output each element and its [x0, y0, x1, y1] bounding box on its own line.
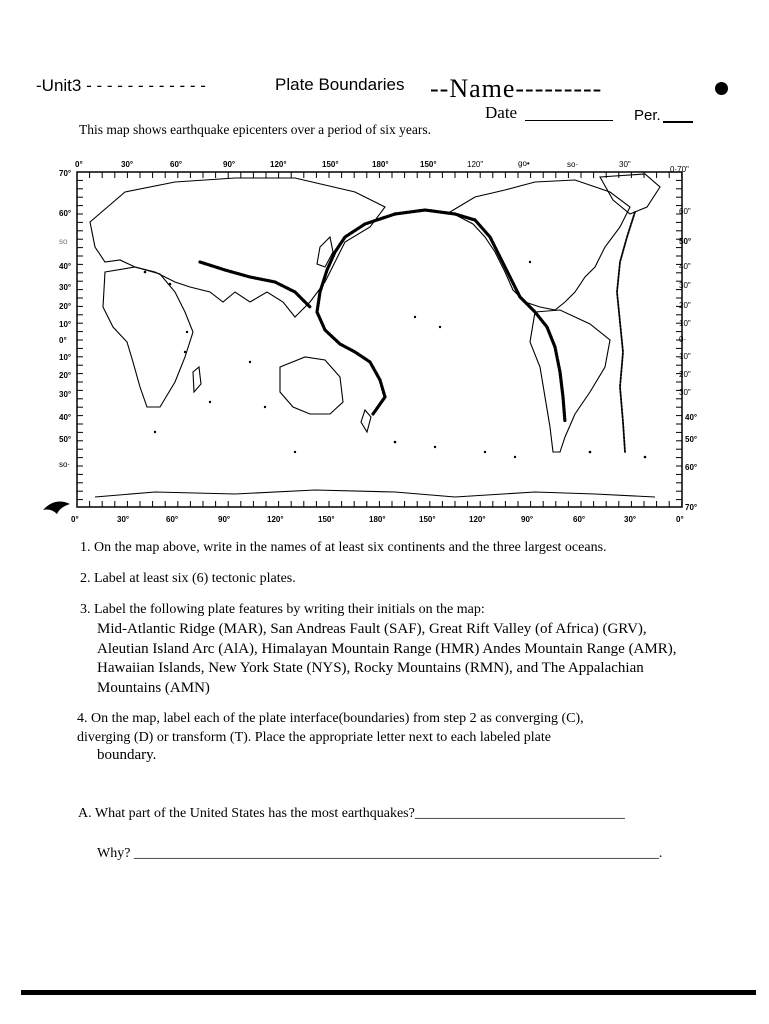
right-tick-label: 10" — [679, 319, 691, 328]
right-tick-label: 10" — [679, 352, 691, 361]
right-tick-label: 30" — [679, 388, 691, 397]
bottom-tick-marks — [77, 501, 682, 507]
left-tick-labels — [59, 169, 71, 469]
left-tick-label: so — [59, 237, 68, 246]
bottom-tick-label: 90° — [218, 515, 231, 524]
fish-doodle — [43, 502, 70, 514]
new-zealand-outline — [361, 410, 371, 432]
right-tick-label: 70° — [685, 503, 698, 512]
period-label: Per. — [634, 107, 661, 124]
left-tick-label: 30° — [59, 283, 72, 292]
bottom-tick-label: 120° — [267, 515, 284, 524]
left-tick-marks — [77, 172, 83, 500]
left-tick-label: 20° — [59, 371, 72, 380]
left-tick-label: 0° — [59, 336, 67, 345]
australia-outline — [280, 357, 343, 414]
scattered-epicenters — [144, 261, 647, 459]
date-label: Date — [485, 103, 518, 122]
bottom-tick-labels — [71, 515, 684, 524]
top-tick-label: 150° — [322, 160, 339, 169]
continent-outlines — [90, 174, 660, 497]
right-tick-label: 60" — [679, 207, 691, 216]
why-answer-line: Why? ___________________________________________________________________________. — [97, 846, 663, 861]
top-tick-label: 120" — [467, 160, 484, 169]
period-blank — [663, 121, 693, 123]
question-a: A. What part of the United States has the most earthquakes?______________________________ — [78, 806, 625, 821]
top-tick-label: 90° — [223, 160, 236, 169]
left-tick-label: 20° — [59, 302, 72, 311]
bottom-tick-label: 60° — [166, 515, 179, 524]
ring-of-fire-west-epicenters — [317, 214, 395, 414]
question-3: 3. Label the following plate features by writing their initials on the map: — [80, 602, 485, 617]
bottom-tick-label: 150° — [318, 515, 335, 524]
top-tick-marks — [77, 172, 682, 178]
south-america-outline — [530, 310, 610, 452]
top-tick-label: 150° — [420, 160, 437, 169]
north-america-outline — [450, 180, 630, 310]
question-4: 4. On the map, label each of the plate interface(boundaries) from step 2 as converging (C), diverging (D) or transform (T). Place the appropriate letter next to each labeled plate — [77, 711, 584, 745]
bottom-tick-label: 30° — [117, 515, 130, 524]
mid-atlantic-ridge-epicenters — [617, 212, 635, 452]
bottom-tick-label: 150° — [419, 515, 436, 524]
right-tick-label: 30" — [679, 281, 691, 290]
bottom-tick-label: 120° — [469, 515, 486, 524]
name-field-label: --Name--------- — [430, 74, 603, 103]
top-tick-label: go• — [518, 159, 530, 168]
eurasia-outline — [90, 178, 385, 317]
left-tick-label: 40° — [59, 413, 72, 422]
right-tick-label: 50° — [679, 237, 692, 246]
date-blank — [525, 120, 613, 121]
right-tick-label: 20" — [679, 370, 691, 379]
americas-west-coast-epicenters — [475, 220, 565, 422]
right-tick-label: 40° — [685, 413, 698, 422]
bottom-rule — [21, 990, 756, 995]
left-tick-label: 30° — [59, 390, 72, 399]
bottom-tick-label: 90° — [521, 515, 534, 524]
top-tick-label: 0° — [75, 160, 83, 169]
top-tick-label: 30° — [121, 160, 134, 169]
question-1: 1. On the map above, write in the names of at least six continents and the three largest oceans. — [80, 540, 607, 555]
left-tick-label: 50° — [59, 435, 72, 444]
right-tick-label: 20" — [679, 301, 691, 310]
left-tick-label: 10° — [59, 353, 72, 362]
bottom-tick-label: 180° — [369, 515, 386, 524]
earthquake-epicenter-map — [35, 152, 715, 527]
page-title: Plate Boundaries — [275, 75, 405, 94]
unit-heading: -Unit3 - - - - - - - - - - - - — [36, 76, 206, 95]
top-tick-label: 60° — [170, 160, 183, 169]
top-tick-label: so· — [567, 160, 579, 169]
left-tick-label: 70° — [59, 169, 72, 178]
bottom-tick-label: 0° — [676, 515, 684, 524]
bottom-tick-label: 0° — [71, 515, 79, 524]
map-frame — [77, 172, 682, 507]
right-tick-label: 40" — [679, 262, 691, 271]
top-tick-label: 30" — [619, 160, 631, 169]
question-3-feature-list: Mid-Atlantic Ridge (MAR), San Andreas Fault (SAF), Great Rift Valley (of Africa) (GRV), Aleutian Island Arc (AlA), Himalayan Mountain Range (HMR) Andes Mountain Range (AMR), Hawaiian Islands, New York State (NYS), Rocky Mountains (RMN), and The Appalachian Mountains (AMN) — [97, 621, 677, 696]
left-tick-label: 10° — [59, 320, 72, 329]
question-2: 2. Label at least six (6) tectonic plates. — [80, 571, 296, 586]
left-tick-label: so· — [59, 460, 71, 469]
bullet-dot — [715, 82, 728, 95]
right-tick-label: 60° — [685, 463, 698, 472]
right-tick-label: 0· — [679, 335, 687, 344]
top-tick-label: 120° — [270, 160, 287, 169]
left-tick-label: 60° — [59, 209, 72, 218]
epicenter-belts — [200, 210, 635, 452]
antarctica-outline — [95, 490, 655, 497]
africa-outline — [103, 267, 193, 407]
question-4-end: boundary. — [97, 747, 157, 763]
map-caption: This map shows earthquake epicenters over a period of six years. — [79, 122, 432, 137]
top-tick-label: 180° — [372, 160, 389, 169]
bottom-tick-label: 30° — [624, 515, 637, 524]
bottom-tick-label: 60° — [573, 515, 586, 524]
left-tick-label: 40° — [59, 262, 72, 271]
right-tick-label: 50° — [685, 435, 698, 444]
top-tick-label: 0·70" — [670, 165, 689, 174]
madagascar-outline — [193, 367, 201, 392]
himalaya-epicenters — [200, 262, 310, 307]
